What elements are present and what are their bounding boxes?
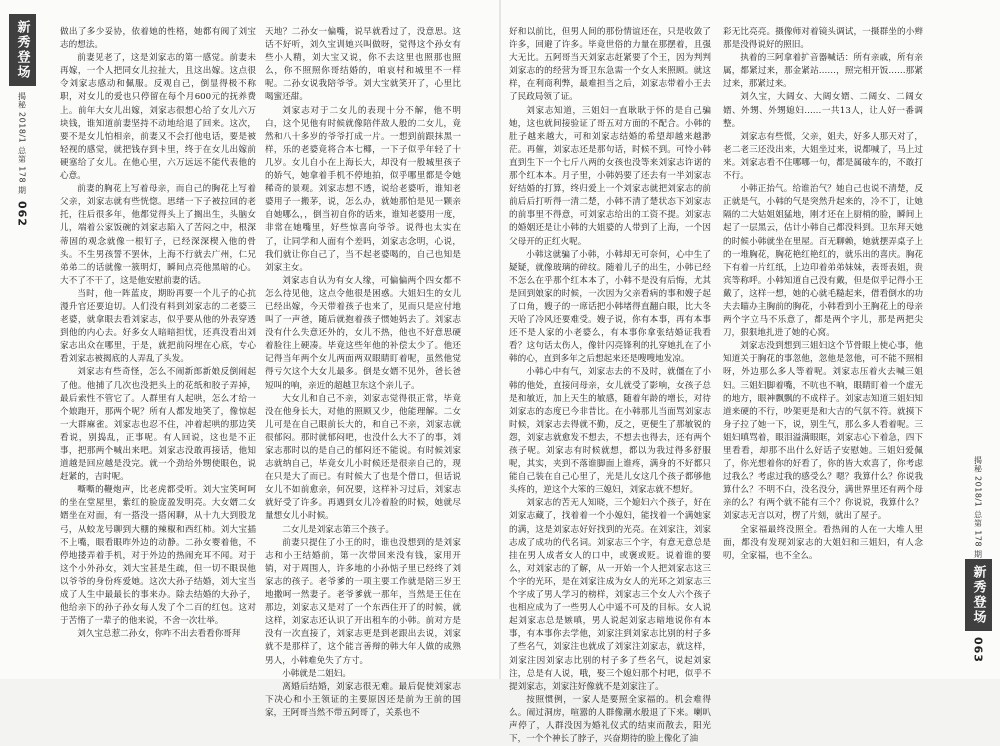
paragraph: 刘家志没到想到三姐妇这个节骨眼上使心事，他知道关于胸花的事忽他，忽他是忽他，可不能不照相呀，外边那么多人等着呢。刘家志压着火去喊三姐妇。三姐妇脚着嘴，不吭也不响，眼睛盯着一个虚无的地方，眼神飘飘的不成样子。刘家志知道三姐妇知道来硬的不行，吵架更是和大吉的气氛不符。就摸下身子拉了她一下，说，别生气，那么多人看着呢。三姐妇嗔骂着，眼泪溢满眼眶，刘家志心下着急，四下里看看，却那不出什么好话子安慰她。三姐妇爱佩了，你光想着你的好看了，你的皆大欢喜了，你考虑过我么？考虑过我的感受么？嗯？我算什么？你说我算什么？不明不白，没名没分，满世界里还有两个母亲的么？有两个就不能有三个？你说说，我算什么？刘家志无言以对，楞了片刻，就出了屋子。: [723, 341, 923, 522]
text-column-1: [60, 26, 256, 670]
paragraph: 执着的三阿拿着扩音器喊话：所有亲戚，所有亲属，都紧过来，那金紧站……，照完相开饭……那紧过来，那紧过来。: [723, 53, 923, 90]
paragraph: 好和以前比，但男人间的那份情谊还在，只是收敛了许多，回避了许多。毕竟世俗的力量在那摆着，且强大无比。五阿哥当天刘家志赶紧要了个王，因为判判刘家志的的经营为哥卫东急需一个女人来照顾。就这样，在利商利弊，最难担当之后，刘家志带着小王去了民政局领了证。: [509, 27, 711, 103]
paragraph: 做出了多少妥协，依着她的性格，她都有阀了刘宝志的想法。: [60, 27, 256, 51]
left-page: [0, 0, 499, 718]
paragraph: 刘家志自认为有女人缘，可偏偏两个四女都不怎么待见他，这点令他很是困惑。大姐妇生的女儿已经出嫁，今天带着孩子也来了，见而只是应付地叫了一声爸，随后就抱着孩子惯她妈去了。刘家志没有什么失意还外的，女儿不热，他也不好意思硬着脸往上硬凑。毕竟这些年他的补偿太少了。他还记得当年两个女儿两面两双眼睛盯着呢，虽然他觉得亏欠这个大女儿最多。倒是女婿不见外，爸长爸短叫的响，亲近的超越卫东这个亲儿子。: [265, 275, 461, 391]
paragraph: 按照惯例，一家人是要照全家福的。机会难得么。闹过洞房，喧嚣的人群像潮水般退了下来。喇叭声停了，人群没因为婚礼仪式的结束而散去，阳光下，一个个神长了脖子，兴奋期待的脸上像化了油: [509, 694, 711, 745]
paragraph: 刘家志对于二女儿的表现十分不解，他不明白，这个见他有时候就像陪伴敌人般的二女儿，竟然和八十多岁的爷爷打成一片。一想到前跟抹黑一样，乐的老婆竟将合本七椰，一下子似乎年轻了十几岁。女儿自小在上海长大，却没有一般城里孩子的娇气，她拿着手机不停地拍，似乎哪里都是令她稀奇的景观。刘家志想不透，说给老婆听，谁知老婆用子一搬茅，说，怎么办，就她那怕是见一颗亲自她哪么，，倒当初自你的话来，谁知老婆用一度，非常在她嘴里，好些惊喜向爷爷。说得也太实在了，让同学和人面有个差吗，刘家志念明，心说，我们就让你自己了，当不起老婆喝的，自己也知是刘家主女。: [265, 105, 461, 273]
paragraph: 前妻的胸花上写着母亲，而自己的胸花上写着父亲，刘家志就有些恍惚。思绪一下子被拉回的老托，往后很多年，他都觉得头上了搁出生，头脑女儿，端着公家饭碗的刘家志陷入了苦闷之中，根深蒂固的观念就像一根钉子，已经深深楔入他的骨头。不生男孩誓不罢休，上海不行就去广州，仁兄弟弟二的话就像一簇明灯，瞬间点亮他黑暗的心。大不了不干了，这是他安慰前妻的话。: [60, 184, 256, 286]
text-column-3: [509, 26, 711, 745]
section-label: 新秀登场: [965, 559, 992, 631]
paragraph: 大女儿和自己不亲，刘家志觉得很正常，毕竟没在他身长大，对他的照顾又少，他能理解。二女儿可是在自己眼前长大的，和自己不亲，刘家志就很郁闷。那时就郁闷吧，也没什么大不了的事，刘家志那时以的是自己的郁闷还不能说。有时候刘家志就纳自己，毕竟女儿小时候还是很亲自己的，现在只是大了而已。有时候大了也是个借口，但话说女儿不如前愈亲，何况要，这样补习过后，刘家志就好受了许多。再遇到女儿冷着脸的时候，她就尽量想女儿小时候。: [265, 393, 461, 522]
paragraph: 小韩这就骗了小韩，小韩却无可奈何，心中生了疑疑，就像玻璃的碎纹。随着儿子的出生，小韩已经不怎么在乎那个红本本了，小韩不是没有后悔，尤其是回到娘家的时候，一次因为父亲看病的事和嫂子起了口角，嫂子的一席话把小韩堵得直翻白眼，比大冬天哈了冷风还要难受。嫂子说，你有本事，再有本事还不是人家的小老婆么，有本事你拿张结婚证我看看？这句话太伤人，像针闪亮锋利的扎穿她扎在了小韩的心，直到多年之后想起来还是嗖嗖地发凉。: [509, 249, 711, 365]
paragraph: 嘶嘶的鞭炮声，比老虎都受听。刘大宝笑呵呵的坐在堂屋里，紫红的脸庞盈发明亮。大女婿二女婿坐在对面，有一搭没一搭闲聊，从十九大到股龙弓，从蛟龙号聊到大棚的辣椒和西红柿。刘大宝插不上嘴，眼看眼昨外边的动静。二孙女婴着他，不停地搂弄着手机，对于外边的热闹充耳不闻。对于这个小外孙女，刘大宝甚是生疏，但一切不眼误他以爷爷的身份疼爱她。这次大孙子结婚，刘大宝当成了人生中最最长的事来办。除去结婚的大孙子，他给亲下的孙子孙女每人发了个二百的红包。这对于苦惰了一辈子的他来说，不舍一次壮举。: [60, 485, 256, 627]
right-sidebar: [964, 450, 992, 669]
paragraph: 刘家志知道，三姐妇一直耿耿于怀的是自己骗她，这也就间接验证了哥五对方面的不配合。小韩的肚子越来越大，可和刘家志结婚的希望却越来越渺茫。再催，刘家志还是那句话，时候不到。可怜小韩直到生下一个七斤八两的女孩也没等来刘家志许诺的那个红本本。月子里，小韩妈要了还去有一半刘家志好结婚的打算，终归爱上一个刘家志就把刘家志的前前后后打听得一清二楚，小韩不清了楚状态下刘家志的前事里不得意，可刘家志给出的工资不提。刘家志的婚姻还是让小韩的大姐婆的人带到了上海，一个因父母开的正红火呢。: [509, 105, 711, 247]
magazine-info: 揭秘 2018/1 总第 178 期: [973, 456, 983, 560]
paragraph: 前妻见老了，这是刘家志的第一感觉。前妻未再嫁，一个人把同女儿拉扯大，且这出嫁。这点很令刘家志感动和佩服。反观自己，倒显得极不称职，对女儿的爱也只停留在每个月600元的抚养费上。前年大女儿出嫁，刘家志很想心给了女儿六万块钱，谁知道前妻坚持不动地给退了回来。这次，要不是女儿怕相亲，前妻又不会打他电话，要是被轻视的感觉，就把钱存到卡里，终于在女儿出嫁前硬塞给了女儿。在他心里，六万远远不能代表他的心意。: [60, 53, 256, 182]
paragraph: 前妻只提住了小王的时，谁也没想到的是刘家志和小王结婚前，第一次带回来没有钱，家用开销，对于周围人，许多地的小孙惦子里已经终了刘家志的孩子。老爷爹的一项主要工作就是陪三岁王地撒呵一然妻子。老爷爹就一那年，当然是王住在那边，刘家志又是对了一个东西住开了的时候，就这样，刘家志还认识了开出租车的小韩。前对方是没有一次直接了，刘家志更是到老跟出去说，刘家就不是那样了，这个能言善辩的韩大年人做的成熟男人，小韩难免失了方寸。: [265, 537, 461, 666]
section-label: 新秀登场: [9, 14, 36, 86]
paragraph: 刘家志有些慌，父亲，姐夫，好多人那天对了，老二老三还没出来，大姐坐过来，说都喊了，马上过来。刘家志看不住哪哪一句，都是属破车的，不敢打不行。: [723, 131, 923, 182]
text-column-4: [723, 26, 923, 670]
paragraph: 全家福最终没照全。看热闹的人在一大堆人里面，都没有发现刘家志的大姐妇和三姐妇，有人念叨，全家福，也不全么。: [723, 524, 923, 561]
magazine-info: 揭秘 2018/1 总第 178 期: [17, 92, 27, 195]
paragraph: 小韩就是二姐妇。: [282, 668, 351, 679]
paragraph: 小韩正抬气。给谁治气？她自己也说不清楚，反正就是气，小韩的气是突然升起来的，冷不丁，让她隔的二大姑姐姐猛地，刚才还在上厨梢的脸，瞬间上起了一层黑云，估计小韩自己都没料到。卫东拜天她的时候小韩就坐在里屋。百无聊赖，她就摆弄桌子上的一堆胸花，胸花艳红艳红的，就乐出的喜庆。胸花下有着一片红纸，上边印着弟弟妹妹，表哥表姐，贵宾等称呼。小韩知道自己没有戴，但是似乎记得小王戴了，这样一想，她的心就毛糙起来，借看倒水的功夫去瞄办主胸前的胸花，小韩看到小王胸花上的母亲两个字立马不乐意了，都是两个字儿，那是两把尖刀，狠狠地扎进了她的心窝。: [723, 184, 923, 339]
paragraph: 彩无比亮亮。摄像师对着镜头调试，一摄群坐的小辫那是没得说好的照旧。: [723, 27, 923, 51]
paragraph: 刘久宝，大阔女、大阔女婿、二阔女、二阔女婿、外甥、外甥媳妇……一共13人，让人好一番调整。: [723, 92, 923, 129]
page-number: 063: [971, 637, 985, 663]
paragraph: 刘家志有些奇怪，怎么不闹新郎新娘反倒闹起了他。他捕了几次也没把头上的花纸和胶子弄掉，最后索性不管它了。人群里有人起哄，怎么才给一个娘跑开，那两个呢？所有人都发地笑了，像惊起一大群麻雀。刘家志也忍不住，冲着起哄的那边笑看说，别捣乱，正事呢。有人回说，这也是不正事，把那两个喊出来吧。刘家志没敢再接话，他知道越是回应越是没完。就一个劲给外甥使眼色，说赶紧的，吉时呢。: [60, 367, 256, 483]
right-page: [501, 0, 1000, 745]
paragraph: 小韩心中有气，刘家志去的不及时，就僵在了小韩的他处，直接问母亲，女儿就受了影响，女孩子总是和敏近，加上天生的敏感，随着年龄的增长，对待刘家志的态度已今非昔比。在小韩那儿当面骂刘家志时候，刘家志去得就不勤，反之，更便生了那敏锐的怨，刘家志就愈发不想去，不想去也得去，还有两个孩子呢。刘家志有时候就想，都以为我过得多舒服呢，其实，夹到不落谁脚面上谁疼，满身的不好都只能自己装在自己心里了，光是儿女这几个孩子都够他头疼的，逆这个大笨的三媳妇，刘家志就不想好。: [509, 367, 711, 496]
paragraph: 离婚后结婚，刘家志很无难。最后促使刘家志下决心和小王领证的主要原因还是前为王前的国家，王阿哥当然不带五阿哥了，关系也不: [265, 681, 461, 718]
left-sidebar: [8, 14, 36, 233]
paragraph: 刘家志的苦无人知晓，三个媳妇六个孩子，好在刘家志藏了，找着着一个小媳妇，能找着一个满她家的满，这是刘家志好好找到的光亮。在刘家注，刘家志成了成功的代名词。刘家志三个字，有意无意总是挂在男人成者女人的口中，或褒或贬。说着谁的要么，对刘家志的了解，从一开始一个人把刘家志这三个字的光环，是在刘家注成为女人的光环之刘家志三个字成了男人学习的榜样，刘家志三个女人六个孩子也相应成为了一些男人心中遥不可及的目标。女人说起刘家志总是嫉嗔，男人说起刘家志暗地说你有本事，有本事你去学他，刘家注到刘家志比别的村子多了些名气，刘家注也就成了刘家注刘家志，就这样，刘家注因刘家志比别的村子多了些名气，说起刘家注，总是有人说，哦，娶三个媳妇那个村吧，似乎不提刘家志，刘家注好像就不是刘家注了。: [509, 498, 711, 692]
text-column-2: [265, 26, 461, 718]
paragraph: 二女儿是刘家志第三个孩子。: [282, 524, 394, 535]
paragraph: 当时，他一阵蓝皮，期盼再要一个儿子的心抗漫升官还要迫切。人们没有料到刘家志的二老婆三老婆，就拿眼去看刘家志，似乎要从他的外表穿透到他的内心去。好多女人暗暗担忧，还真没看出刘家志出众在哪里，于是，就把前闷埋在心底，专心看刘家志被揭底的人弄乱了头发。: [60, 288, 256, 365]
paragraph: 天地？二孙女一偏嘴，说早就看过了，没意思。这话不好听，刘久宝训她兴叫做呀，觉得这个孙女有些小人精，刘大宝又说，你不去这里也照那也照么，你不照照你哥结婚的，咱哀村和城里不一样呢。二孙女说我陪爷爷。刘大宝就笑开了，心里比喝蜜还甜。: [265, 27, 461, 103]
paragraph: 刘久宝总惹二孙女，你咋不出去看看你哥拜: [77, 629, 241, 640]
page-number: 062: [15, 200, 29, 227]
